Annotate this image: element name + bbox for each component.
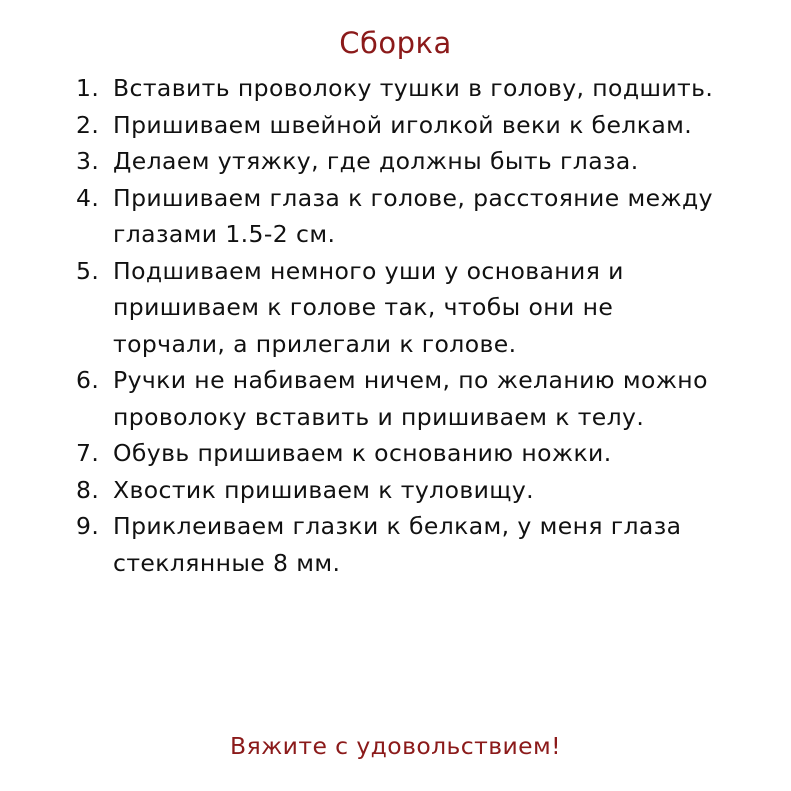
list-item (76, 143, 726, 180)
step-text: Хвостик пришиваем к туловищу. (113, 475, 535, 504)
list-item (76, 435, 726, 472)
step-text: Делаем утяжку, где должны быть глаза. (113, 147, 639, 175)
step-text: Ручки не набиваем ничем, по желанию можно проволоку вставить и пришиваем к телу. (113, 366, 708, 431)
step-text: Приклеиваем глазки к белкам, у меня глаза стеклянные 8 мм. (113, 512, 682, 577)
list-item (76, 362, 726, 435)
list-item (76, 472, 726, 509)
step-number: 3. (76, 147, 100, 175)
step-number: 7. (76, 439, 100, 467)
step-number: 5. (76, 256, 100, 285)
assembly-steps-list (76, 70, 726, 581)
list-item (76, 70, 726, 107)
step-number: 6. (76, 366, 100, 394)
step-number: 8. (76, 475, 100, 504)
step-number: 1. (76, 74, 100, 102)
step-number: 2. (76, 110, 100, 139)
step-text: Обувь пришиваем к основанию ножки. (113, 439, 612, 467)
page-title: Сборка (339, 26, 452, 60)
list-item (76, 180, 726, 253)
list-item (76, 253, 726, 363)
step-text: Вставить проволоку тушки в голову, подшить. (113, 74, 714, 102)
step-text: Пришиваем глаза к голове, расстояние между глазами 1.5-2 см. (113, 183, 713, 248)
step-text: Подшиваем немного уши у основания и пришиваем к голове так, чтобы они не торчали, а прилегали к голове. (113, 256, 624, 358)
list-item (76, 508, 726, 581)
step-number: 4. (76, 183, 100, 212)
closing-message: Вяжите с удовольствием! (230, 732, 561, 760)
step-text: Пришиваем швейной иголкой веки к белкам. (113, 110, 693, 139)
list-item (76, 107, 726, 144)
step-number: 9. (76, 512, 100, 540)
